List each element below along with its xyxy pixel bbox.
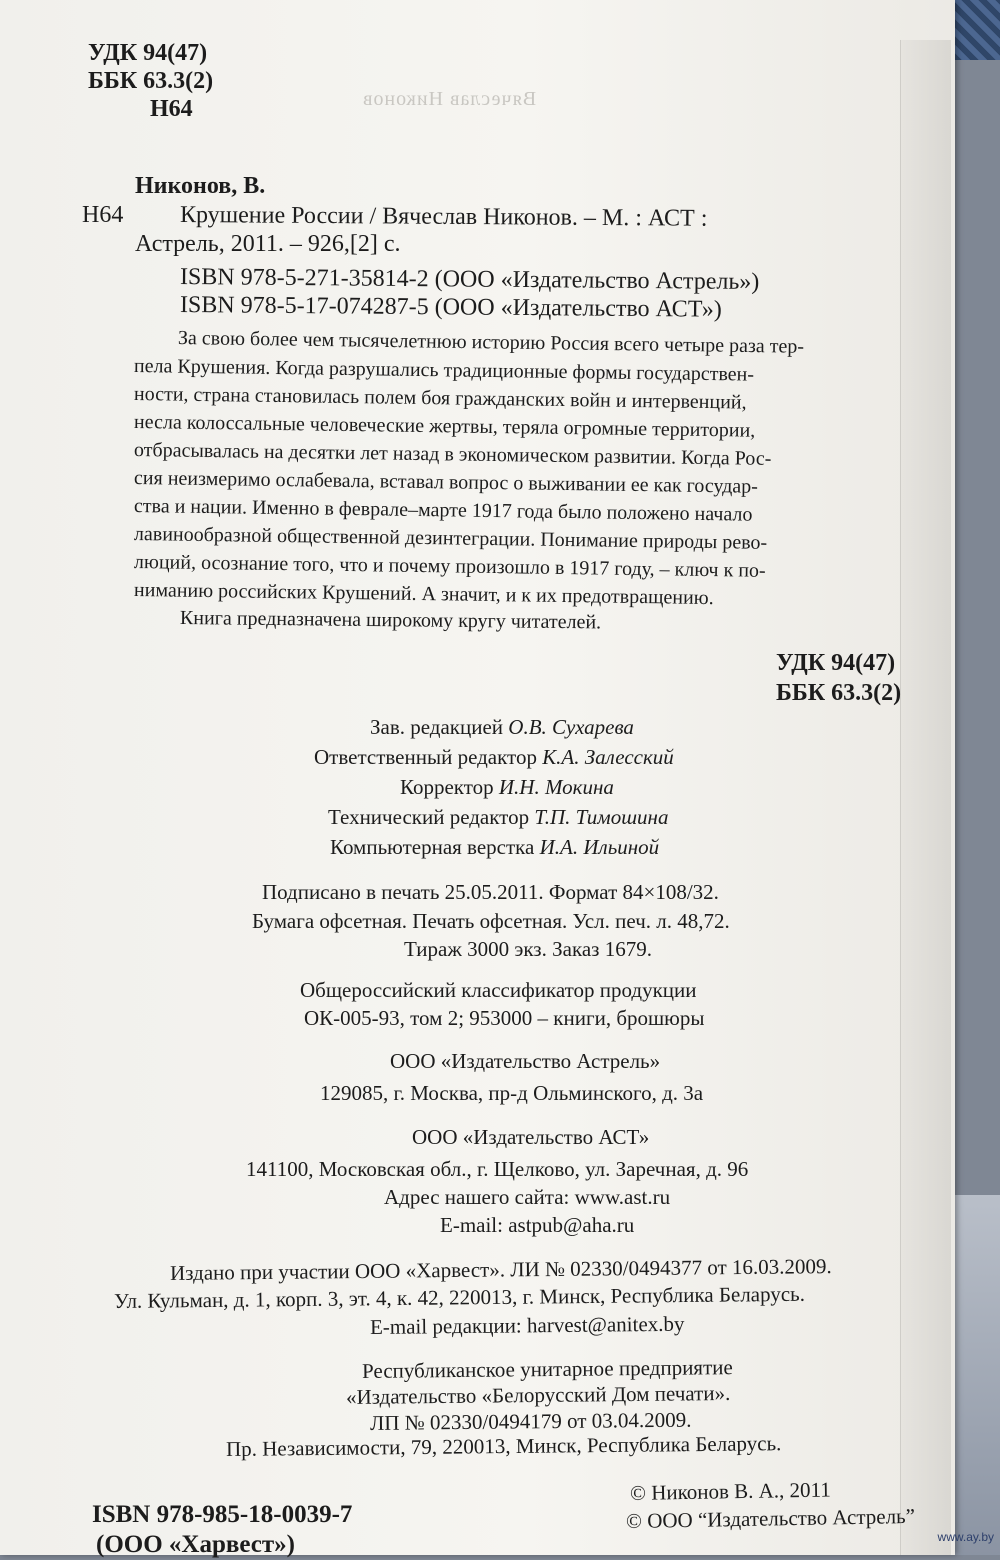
udk-classification: УДК 94(47) xyxy=(776,650,896,676)
print-signed: Подписано в печать 25.05.2011. Формат 84×108/32. xyxy=(262,880,719,904)
publisher-email: E-mail: astpub@aha.ru xyxy=(440,1213,635,1237)
footer-isbn: ISBN 978-985-18-0039-7 xyxy=(92,1501,353,1528)
printer-name: «Издательство «Белорусский Дом печати». xyxy=(345,1380,731,1409)
annotation-line: ства и нации. Именно в феврале–марте 1917 года было положено начало xyxy=(133,495,753,526)
annotation-line: пела Крушения. Когда разрушались традиционные формы государствен- xyxy=(133,355,755,386)
annotation-line: За свою более чем тысячелетнюю историю Россия всего четыре раза тер- xyxy=(177,327,805,358)
staff-role: Компьютерная верстка xyxy=(330,835,535,859)
classifier-code: ОК-005-93, том 2; 953000 – книги, брошюры xyxy=(304,1006,705,1030)
harvest-email: E-mail редакции: harvest@anitex.by xyxy=(369,1311,685,1339)
publisher-astrel-address: 129085, г. Москва, пр-д Ольминского, д. 3а xyxy=(320,1081,704,1105)
bbk-classification: ББК 63.3(2) xyxy=(776,680,902,706)
staff-role: Корректор xyxy=(400,775,494,799)
show-through-runner: Вячеслав Никонов xyxy=(362,88,537,110)
entry-publication: Астрель, 2011. – 926,[2] с. xyxy=(135,231,401,257)
staff-name: И.Н. Мокина xyxy=(498,775,614,799)
harvest-license: Издано при участии ООО «Харвест». ЛИ № 02330/0494377 от 16.03.2009. xyxy=(169,1254,832,1285)
staff-name: И.А. Ильиной xyxy=(539,835,660,859)
entry-title: Крушение России / Вячеслав Никонов. – М. : АСТ : xyxy=(179,202,708,232)
staff-proofreader xyxy=(400,772,614,802)
printer-license: ЛП № 02330/0494179 от 03.04.2009. xyxy=(369,1407,692,1435)
entry-author: Никонов, В. xyxy=(135,173,266,199)
annotation-line: сия неизмеримо ослабевала, вставал вопрос о выживании ее как государ- xyxy=(133,467,759,498)
staff-role: Технический редактор xyxy=(328,805,530,829)
copyright-author: © Никонов В. А., 2011 xyxy=(629,1477,831,1505)
staff-name: О.В. Сухарева xyxy=(508,715,634,739)
staff-layout xyxy=(330,832,659,862)
footer-isbn-note: (ООО «Харвест») xyxy=(96,1531,295,1558)
staff-role: Ответственный редактор xyxy=(314,745,537,769)
print-paper: Бумага офсетная. Печать офсетная. Усл. печ. л. 48,72. xyxy=(252,909,730,933)
page-fold-edge xyxy=(900,40,951,1555)
publisher-astrel-name: ООО «Издательство Астрель» xyxy=(390,1049,661,1073)
staff-responsible-editor xyxy=(314,742,674,772)
annotation-line: несла колоссальные человеческие жертвы, теряла огромные территории, xyxy=(133,411,756,442)
staff-role: Зав. редакцией xyxy=(370,715,504,739)
annotation-audience: Книга предназначена широкому кругу читателей. xyxy=(179,607,602,634)
staff-editor-in-chief xyxy=(370,712,634,742)
bbk-header: ББК 63.3(2) xyxy=(88,68,214,94)
publisher-ast-address: 141100, Московская обл., г. Щелково, ул. Заречная, д. 96 xyxy=(246,1157,749,1181)
staff-name: К.А. Залесский xyxy=(542,745,674,769)
annotation-line: лавинообразной общественной дезинтеграции. Понимание природы рево- xyxy=(133,523,768,554)
annotation-line: ниманию российских Крушений. А значит, и к их предотвращению. xyxy=(133,579,714,610)
printer-type: Республиканское унитарное предприятие xyxy=(361,1355,733,1383)
staff-technical-editor xyxy=(328,802,668,832)
author-mark-header: Н64 xyxy=(150,96,193,122)
watermark: www.ay.by xyxy=(937,1530,994,1544)
classifier-title: Общероссийский классификатор продукции xyxy=(300,978,697,1002)
annotation-line: отбрасывалась на десятки лет назад в экономическом развитии. Когда Рос- xyxy=(133,439,772,470)
udk-header: УДК 94(47) xyxy=(88,40,208,66)
annotation-line: люций, осознание того, что и почему произошло в 1917 году, – ключ к по- xyxy=(133,551,766,582)
entry-isbn-astrel: ISBN 978-5-271-35814-2 (ООО «Издательство Астрель») xyxy=(179,264,760,296)
copyright-publisher: © ООО “Издательство Астрель” xyxy=(625,1503,916,1533)
publisher-ast-name: ООО «Издательство АСТ» xyxy=(412,1125,650,1149)
staff-name: Т.П. Тимошина xyxy=(534,805,669,829)
harvest-address: Ул. Кульман, д. 1, корп. 3, эт. 4, к. 42, 220013, г. Минск, Республика Беларусь. xyxy=(113,1281,806,1313)
entry-author-mark: Н64 xyxy=(82,202,124,228)
annotation-line: ности, страна становилась полем боя гражданских войн и интервенций, xyxy=(133,383,747,414)
entry-isbn-ast: ISBN 978-5-17-074287-5 (ООО «Издательство АСТ») xyxy=(179,292,722,323)
publisher-site: Адрес нашего сайта: www.ast.ru xyxy=(384,1185,671,1209)
print-run: Тираж 3000 экз. Заказ 1679. xyxy=(404,937,652,961)
printer-address: Пр. Независимости, 79, 220013, Минск, Республика Беларусь. xyxy=(225,1431,782,1461)
